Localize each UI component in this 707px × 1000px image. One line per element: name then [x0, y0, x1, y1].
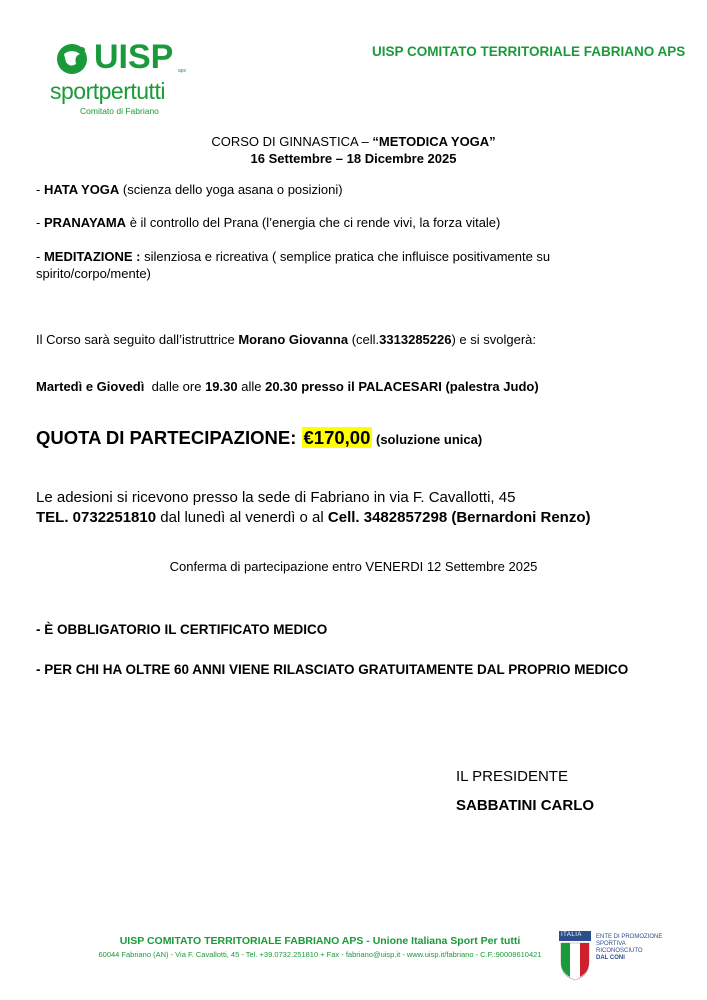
item-text: (scienza dello yoga asana o posizioni): [119, 182, 343, 197]
signature-role: IL PRESIDENTE: [456, 768, 568, 785]
instructor-prefix: Il Corso sarà seguito dall’istruttrice: [36, 332, 239, 347]
runner-icon: [54, 42, 94, 76]
instructor-cell: 3313285226: [379, 332, 452, 347]
uisp-logo: [50, 40, 190, 125]
schedule-to-text: alle: [237, 379, 266, 394]
contact-address: Le adesioni si ricevono presso la sede di Fabriano in via F. Cavallotti, 45: [36, 489, 516, 506]
notice-over-60: - PER CHI HA OLTRE 60 ANNI VIENE RILASCIATO GRATUITAMENTE DAL PROPRIO MEDICO: [36, 662, 629, 677]
coni-line: SPORTIVA: [596, 941, 626, 947]
footer-title: UISP COMITATO TERRITORIALE FABRIANO APS - Unione Italiana Sport Per tutti: [119, 935, 521, 947]
contact-middle: dal lunedì al venerdì o al: [156, 509, 328, 526]
fee-line: [36, 427, 482, 449]
course-title-name: “METODICA YOGA”: [372, 134, 496, 149]
contact-cell: Cell. 3482857298 (Bernardoni Renzo): [327, 509, 591, 526]
course-dates: 16 Settembre – 18 Dicembre 2025: [250, 151, 457, 166]
coni-line: DAL CONI: [596, 955, 625, 961]
header-title: UISP COMITATO TERRITORIALE FABRIANO APS: [372, 44, 686, 59]
list-item: [36, 248, 550, 282]
item-dash: -: [36, 215, 44, 230]
instructor-suffix: ) e si svolgerà:: [451, 332, 537, 347]
footer-address: 60044 Fabriano (AN) - Via F. Cavallotti, 45 - Tel. +39.0732.251810 + Fax - fabriano@uisp.it - www.uisp.it/fabriano - C.F.:90008610421: [98, 950, 542, 959]
fee-amount: €170,00: [303, 427, 371, 448]
course-title-prefix: CORSO DI GINNASTICA –: [211, 134, 373, 149]
coni-text: [596, 934, 662, 962]
signature-name: SABBATINI CARLO: [456, 797, 595, 814]
instructor-cell-prefix: (cell.: [348, 332, 380, 347]
coni-badge: [558, 930, 678, 982]
schedule-from-text: dalle ore: [144, 379, 206, 394]
coni-line: ENTE DI PROMOZIONE: [596, 934, 663, 940]
confirmation-note: Conferma di partecipazione entro VENERDI 12 Settembre 2025: [169, 559, 538, 574]
notice-medical: - È OBBLIGATORIO IL CERTIFICATO MEDICO: [36, 622, 328, 637]
coni-line: RICONOSCIUTO: [596, 948, 643, 954]
schedule-from: 19.30: [205, 379, 238, 394]
instructor-line: [36, 331, 536, 348]
coni-italia: ITALIA: [561, 932, 582, 938]
item-text-cont: spirito/corpo/mente): [36, 266, 151, 281]
contact-tel: TEL. 0732251810: [36, 509, 157, 526]
logo-brand: UISP: [94, 38, 174, 76]
list-item: [36, 181, 343, 198]
logo-badge-text: UISP: [64, 40, 76, 46]
item-dash: -: [36, 249, 44, 264]
logo-tagline: sportpertutti: [50, 78, 165, 104]
course-title: [0, 134, 707, 149]
schedule-days: Martedì e Giovedì: [36, 379, 145, 394]
logo-committee: Comitato di Fabriano: [80, 106, 159, 116]
contact-block: [36, 488, 591, 528]
list-item: [36, 214, 500, 231]
item-title: HATA YOGA: [43, 182, 120, 197]
item-title: PRANAYAMA: [43, 215, 127, 230]
fee-note: (soluzione unica): [372, 432, 483, 447]
item-title: MEDITAZIONE :: [43, 249, 141, 264]
logo-aps: aps: [178, 68, 187, 74]
item-text: è il controllo del Prana (l’energia che ci rende vivi, la forza vitale): [126, 215, 501, 230]
item-dash: -: [36, 182, 44, 197]
instructor-name: Morano Giovanna: [238, 332, 349, 347]
schedule-to: 20.30 presso il PALACESARI (palestra Judo): [265, 379, 539, 394]
item-text: silenziosa e ricreativa ( semplice pratica che influisce positivamente su: [140, 249, 551, 264]
fee-label: QUOTA DI PARTECIPAZIONE:: [36, 427, 302, 448]
schedule-line: [36, 378, 539, 395]
